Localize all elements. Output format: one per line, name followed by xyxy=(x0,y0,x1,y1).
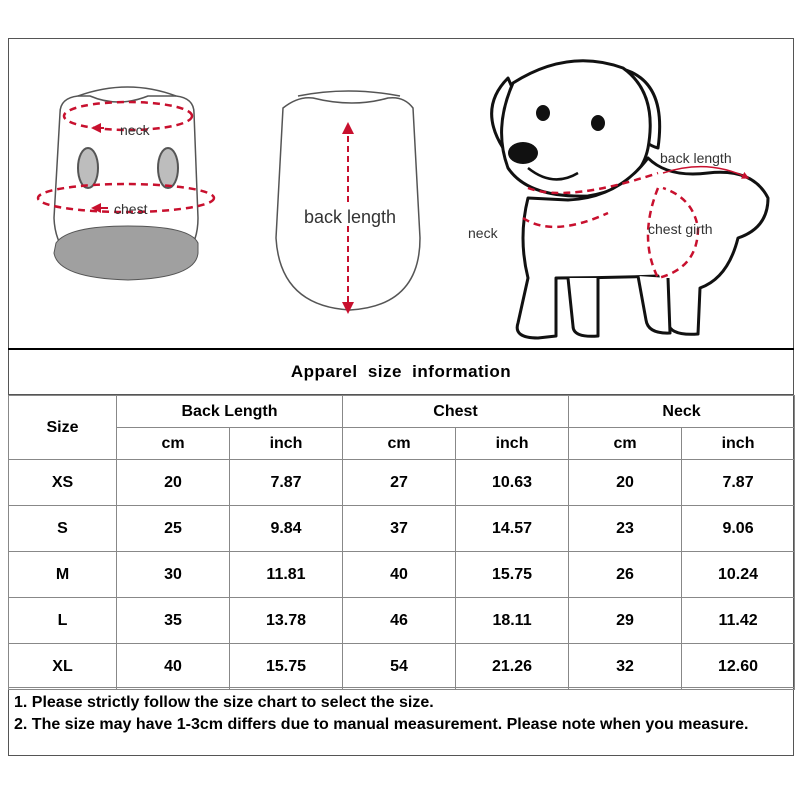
size-cell: M xyxy=(9,552,117,598)
unit-header: cm xyxy=(343,428,456,460)
unit-header: inch xyxy=(682,428,795,460)
value-cell: 25 xyxy=(117,506,230,552)
back-length-label: back length xyxy=(303,207,397,227)
value-cell: 21.26 xyxy=(456,644,569,690)
table-row xyxy=(9,644,795,690)
size-header: Size xyxy=(9,396,117,460)
group-header-neck: Neck xyxy=(569,396,795,428)
value-cell: 11.42 xyxy=(682,598,795,644)
note-item: 1. Please strictly follow the size chart to select the size. xyxy=(14,694,434,711)
garment-back-figure xyxy=(276,91,420,314)
dog-chest-girth-label: chest girth xyxy=(648,221,713,237)
value-cell: 10.24 xyxy=(682,552,795,598)
value-cell: 32 xyxy=(569,644,682,690)
front-neck-label: neck xyxy=(120,122,150,138)
dog-neck-label: neck xyxy=(468,225,498,241)
table-row xyxy=(9,460,795,506)
size-table xyxy=(8,395,795,690)
value-cell: 26 xyxy=(569,552,682,598)
measurement-illustration xyxy=(8,38,794,348)
garment-front-figure xyxy=(38,87,214,280)
value-cell: 15.75 xyxy=(456,552,569,598)
size-cell: XL xyxy=(9,644,117,690)
value-cell: 37 xyxy=(343,506,456,552)
unit-header: inch xyxy=(456,428,569,460)
value-cell: 18.11 xyxy=(456,598,569,644)
value-cell: 46 xyxy=(343,598,456,644)
value-cell: 20 xyxy=(569,460,682,506)
value-cell: 13.78 xyxy=(230,598,343,644)
value-cell: 27 xyxy=(343,460,456,506)
size-cell: XS xyxy=(9,460,117,506)
value-cell: 54 xyxy=(343,644,456,690)
value-cell: 40 xyxy=(343,552,456,598)
value-cell: 10.63 xyxy=(456,460,569,506)
size-cell: S xyxy=(9,506,117,552)
front-chest-label: chest xyxy=(114,201,148,217)
group-header-back-length: Back Length xyxy=(117,396,343,428)
value-cell: 14.57 xyxy=(456,506,569,552)
dog-figure xyxy=(492,61,768,338)
notes xyxy=(8,687,794,756)
value-cell: 7.87 xyxy=(230,460,343,506)
value-cell: 9.06 xyxy=(682,506,795,552)
group-header-chest: Chest xyxy=(343,396,569,428)
value-cell: 15.75 xyxy=(230,644,343,690)
value-cell: 11.81 xyxy=(230,552,343,598)
value-cell: 23 xyxy=(569,506,682,552)
table-row xyxy=(9,598,795,644)
dog-back-length-label: back length xyxy=(660,150,732,166)
value-cell: 29 xyxy=(569,598,682,644)
unit-header: cm xyxy=(569,428,682,460)
table-row xyxy=(9,552,795,598)
value-cell: 20 xyxy=(117,460,230,506)
unit-header: inch xyxy=(230,428,343,460)
size-cell: L xyxy=(9,598,117,644)
value-cell: 40 xyxy=(117,644,230,690)
value-cell: 9.84 xyxy=(230,506,343,552)
table-row xyxy=(9,506,795,552)
value-cell: 35 xyxy=(117,598,230,644)
note-item: 2. The size may have 1-3cm differs due to manual measurement. Please note when you measure. xyxy=(14,716,749,733)
value-cell: 12.60 xyxy=(682,644,795,690)
value-cell: 7.87 xyxy=(682,460,795,506)
unit-header: cm xyxy=(117,428,230,460)
value-cell: 30 xyxy=(117,552,230,598)
table-title: Apparel size information xyxy=(8,348,794,395)
